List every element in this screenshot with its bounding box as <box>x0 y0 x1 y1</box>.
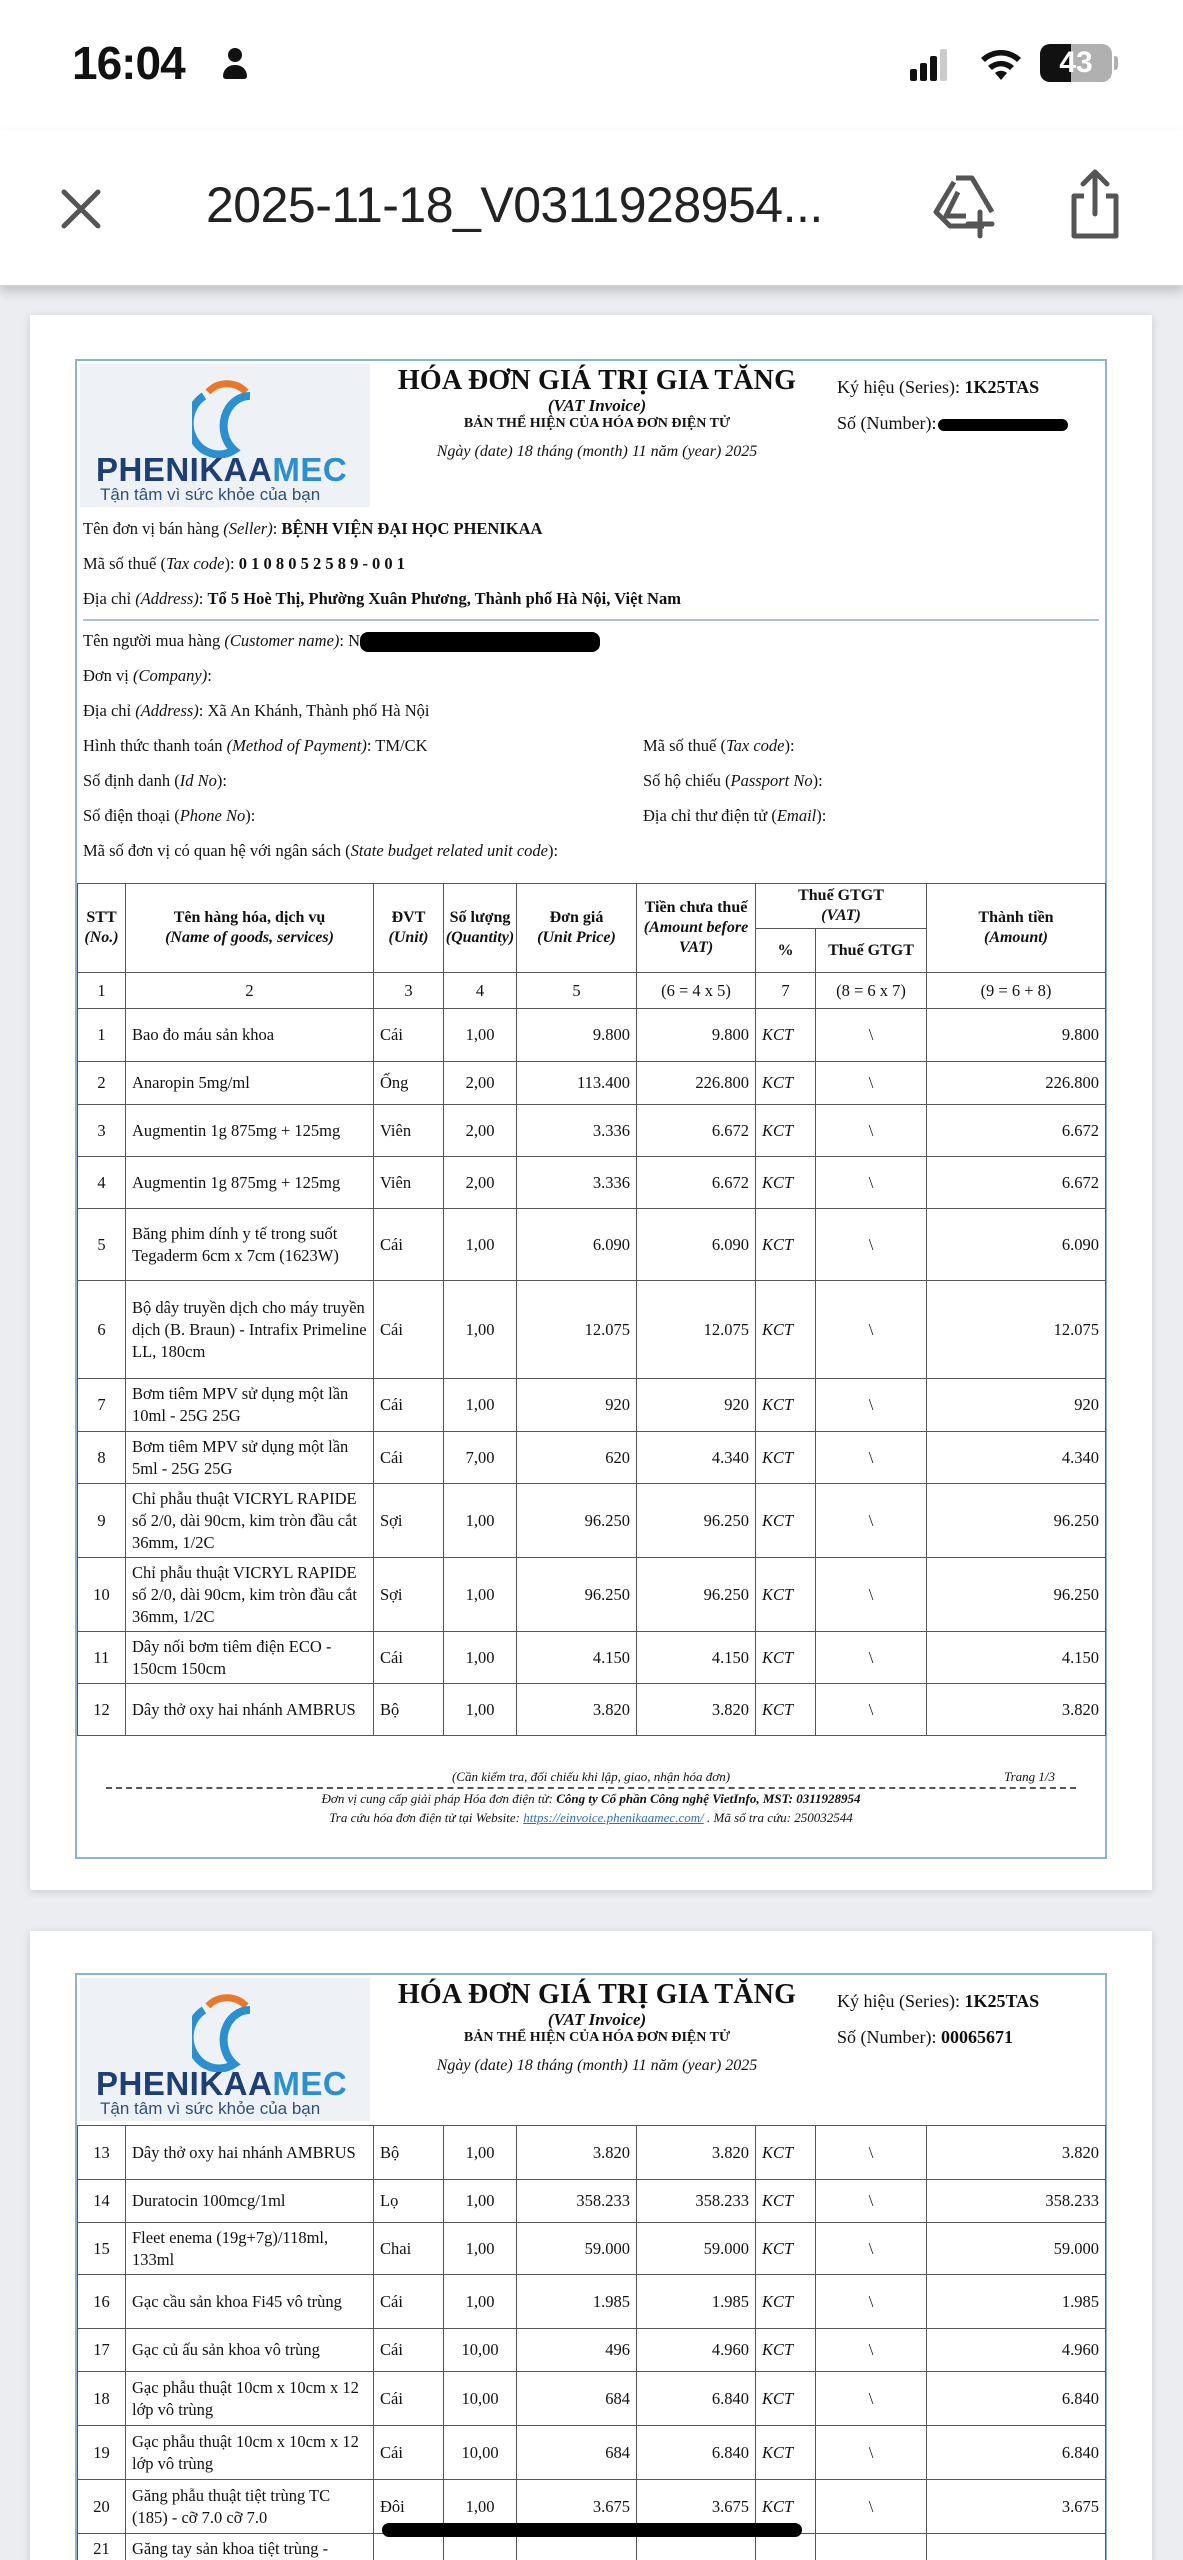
invoice-date: Ngày (date) 18 tháng (month) 11 năm (year) 2025 <box>436 2057 758 2074</box>
cell-before: 4.150 <box>637 1632 756 1684</box>
cell-no: 21 <box>78 2534 126 2560</box>
cell-vat: \ <box>816 1432 927 1484</box>
table-row <box>78 1009 1106 1062</box>
cell-pct: KCT <box>756 2126 816 2180</box>
number-label: Số (Number): <box>837 413 937 433</box>
cell-unit: Bộ <box>374 2126 444 2180</box>
lookup-link[interactable]: https://einvoice.phenikaamec.com/ <box>523 1810 704 1825</box>
cell-name: Augmentin 1g 875mg + 125mg <box>126 1105 374 1157</box>
table-row <box>78 2126 1106 2180</box>
table-row <box>78 1379 1106 1432</box>
invoice-title-block <box>377 365 817 461</box>
col-name: Tên hàng hóa, dịch vụ (Name of goods, services) <box>126 884 374 973</box>
cell-amount: 3.675 <box>927 2480 1106 2534</box>
cell-pct: KCT <box>756 1684 816 1736</box>
battery-icon <box>1040 44 1112 82</box>
cell-qty: 1,00 <box>444 1484 517 1558</box>
cell-pct: KCT <box>756 2180 816 2223</box>
cell-before: 59.000 <box>637 2223 756 2275</box>
cell-amount: 6.840 <box>927 2372 1106 2426</box>
cell-unit: Cái <box>374 2372 444 2426</box>
table-row <box>78 1558 1106 1632</box>
series-value: 1K25TAS <box>964 1991 1040 2011</box>
cell-unit: Cái <box>374 2275 444 2329</box>
cell-qty: 1,00 <box>444 1281 517 1379</box>
table-row <box>78 2534 1106 2560</box>
person-icon <box>222 48 248 80</box>
cell-pct: KCT <box>756 1009 816 1062</box>
cell-price: 1.985 <box>517 2275 637 2329</box>
table-row <box>78 1632 1106 1684</box>
cell-vat: \ <box>816 2275 927 2329</box>
cell-price: 96.250 <box>517 1484 637 1558</box>
cell-unit: Cái <box>374 1009 444 1062</box>
cell-amount: 4.960 <box>927 2329 1106 2372</box>
col-amount: Thành tiền (Amount) <box>927 884 1106 973</box>
cell-unit: Bộ <box>374 1684 444 1736</box>
table-row <box>78 2426 1106 2480</box>
table-row <box>78 2372 1106 2426</box>
table-row <box>78 1484 1106 1558</box>
cell-price: 620 <box>517 1432 637 1484</box>
cell-vat: \ <box>816 1009 927 1062</box>
cell-vat: \ <box>816 1632 927 1684</box>
share-icon[interactable] <box>1070 168 1120 240</box>
seller-name-row: Tên đơn vị bán hàng (Seller): BỆNH VIỆN ĐẠI HỌC PHENIKAA <box>83 519 543 538</box>
cell-amount: 96.250 <box>927 1484 1106 1558</box>
table-row <box>78 2275 1106 2329</box>
cell-amount: 920 <box>927 1379 1106 1432</box>
invoice-subtitle-2: BẢN THỂ HIỆN CỦA HÓA ĐƠN ĐIỆN TỬ <box>463 416 731 431</box>
cell-amount <box>927 2534 1106 2560</box>
cell-no: 13 <box>78 2126 126 2180</box>
cell-qty: 1,00 <box>444 2275 517 2329</box>
battery-level: 43 <box>1059 46 1093 79</box>
cell-name: Bộ dây truyền dịch cho máy truyền dịch (B. Braun) - Intrafix Primeline LL, 180cm <box>126 1281 374 1379</box>
cell-vat: \ <box>816 1379 927 1432</box>
col-price: Đơn giá (Unit Price) <box>517 884 637 973</box>
cell-amount: 3.820 <box>927 1684 1106 1736</box>
cell-no: 1 <box>78 1009 126 1062</box>
cell-qty: 2,00 <box>444 1062 517 1105</box>
items-body-page-2 <box>78 2126 1106 2560</box>
redacted-number <box>938 419 1068 431</box>
cell-unit: Cái <box>374 1432 444 1484</box>
col-before-vat: Tiền chưa thuế (Amount before VAT) <box>637 884 756 973</box>
cellular-signal-icon <box>910 49 958 81</box>
table-row <box>78 1105 1106 1157</box>
cell-vat: \ <box>816 2480 927 2534</box>
table-row <box>78 1157 1106 1209</box>
cell-price: 9.800 <box>517 1009 637 1062</box>
document-title: 2025-11-18_V0311928954... <box>206 177 823 233</box>
invoice-title: HÓA ĐƠN GIÁ TRỊ GIA TĂNG <box>397 365 797 396</box>
cell-price: 684 <box>517 2426 637 2480</box>
payment-row: Hình thức thanh toán (Method of Payment): TM/CK Mã số thuế (Tax code): <box>83 728 1099 763</box>
cell-pct: KCT <box>756 1209 816 1281</box>
cell-amount: 6.090 <box>927 1209 1106 1281</box>
cell-no: 4 <box>78 1157 126 1209</box>
invoice-date: Ngày (date) 18 tháng (month) 11 năm (year) 2025 <box>436 443 758 460</box>
phone-row: Số điện thoại (Phone No): Địa chỉ thư điện tử (Email): <box>83 798 1099 833</box>
cell-vat: \ <box>816 2426 927 2480</box>
cell-no: 2 <box>78 1062 126 1105</box>
logo-ring-icon <box>192 1984 262 2072</box>
cell-amount: 358.233 <box>927 2180 1106 2223</box>
cell-name: Fleet enema (19g+7g)/118ml, 133ml <box>126 2223 374 2275</box>
status-bar <box>0 0 1183 130</box>
cell-pct: KCT <box>756 2426 816 2480</box>
table-row <box>78 1281 1106 1379</box>
cell-amount: 226.800 <box>927 1062 1106 1105</box>
budget-row: Mã số đơn vị có quan hệ với ngân sách (State budget related unit code): <box>83 841 559 860</box>
add-to-drive-icon[interactable] <box>930 172 998 240</box>
table-row <box>78 1062 1106 1105</box>
invoice-title-block-2 <box>377 1979 817 2075</box>
invoice-header <box>77 361 1105 511</box>
table-row <box>78 1209 1106 1281</box>
items-body-page-1 <box>78 1009 1106 1736</box>
table-row <box>78 1684 1106 1736</box>
cell-no: 7 <box>78 1379 126 1432</box>
seller-tax-row: Mã số thuế (Tax code): 0 1 0 8 0 5 2 5 8 9 - 0 0 1 <box>83 554 406 573</box>
cell-amount: 3.820 <box>927 2126 1106 2180</box>
table-row <box>78 2329 1106 2372</box>
cell-before: 6.090 <box>637 1209 756 1281</box>
cell-qty: 7,00 <box>444 1432 517 1484</box>
cell-unit: Cái <box>374 1209 444 1281</box>
col-vat-pct: % <box>756 929 816 973</box>
cell-unit: Cái <box>374 1379 444 1432</box>
cell-name: Duratocin 100mcg/1ml <box>126 2180 374 2223</box>
series-label: Ký hiệu (Series): <box>837 1991 965 2011</box>
cell-amount: 4.150 <box>927 1632 1106 1684</box>
buyer-address-row: Địa chỉ (Address): Xã An Khánh, Thành phố Hà Nội <box>83 701 430 720</box>
cell-unit: Viên <box>374 1157 444 1209</box>
cell-amount: 12.075 <box>927 1281 1106 1379</box>
cell-vat: \ <box>816 2223 927 2275</box>
cell-no: 12 <box>78 1684 126 1736</box>
cell-qty: 2,00 <box>444 1105 517 1157</box>
cell-vat: \ <box>816 1684 927 1736</box>
invoice-meta-2 <box>837 1983 1039 2055</box>
cell-before: 6.672 <box>637 1105 756 1157</box>
number-value: 00065671 <box>940 2027 1013 2047</box>
cell-name: Găng tay sản khoa tiệt trùng - <box>126 2534 374 2560</box>
cell-before: 4.340 <box>637 1432 756 1484</box>
cell-price: 3.675 <box>517 2480 637 2534</box>
invoice-subtitle: (VAT Invoice) <box>547 396 647 415</box>
cell-no: 11 <box>78 1632 126 1684</box>
cell-qty: 1,00 <box>444 1209 517 1281</box>
cell-unit: Sợi <box>374 1484 444 1558</box>
cell-before: 3.675 <box>637 2480 756 2534</box>
cell-qty: 10,00 <box>444 2426 517 2480</box>
cell-name: Bơm tiêm MPV sử dụng một lần 5ml - 25G 25G <box>126 1432 374 1484</box>
cell-amount: 1.985 <box>927 2275 1106 2329</box>
invoice-subtitle-2: BẢN THỂ HIỆN CỦA HÓA ĐƠN ĐIỆN TỬ <box>463 2030 731 2045</box>
logo-ring-icon <box>192 370 262 458</box>
cell-unit: Cái <box>374 2426 444 2480</box>
cell-qty: 1,00 <box>444 1009 517 1062</box>
cell-price: 113.400 <box>517 1062 637 1105</box>
cell-no: 14 <box>78 2180 126 2223</box>
cell-before: 96.250 <box>637 1558 756 1632</box>
col-unit: ĐVT (Unit) <box>374 884 444 973</box>
cell-before: 6.672 <box>637 1157 756 1209</box>
cell-unit: Cái <box>374 1281 444 1379</box>
cell-pct: KCT <box>756 2275 816 2329</box>
cell-vat: \ <box>816 2180 927 2223</box>
cell-vat: \ <box>816 1209 927 1281</box>
cell-price: 96.250 <box>517 1558 637 1632</box>
invoice-subtitle: (VAT Invoice) <box>547 2010 647 2029</box>
cell-name: Găng phẫu thuật tiệt trùng TC (185) - cỡ 7.0 cỡ 7.0 <box>126 2480 374 2534</box>
cell-before: 4.960 <box>637 2329 756 2372</box>
buyer-tax-field: Mã số thuế (Tax code): <box>643 736 795 755</box>
cell-vat: \ <box>816 1105 927 1157</box>
id-row: Số định danh (Id No): Số hộ chiếu (Passport No): <box>83 763 1099 798</box>
cell-qty: 1,00 <box>444 2126 517 2180</box>
invoice-header-2 <box>77 1975 1105 2125</box>
cell-amount: 6.672 <box>927 1157 1106 1209</box>
cell-pct: KCT <box>756 2329 816 2372</box>
table-row <box>78 2180 1106 2223</box>
cell-vat: \ <box>816 2329 927 2372</box>
customer-row: Tên người mua hàng (Customer name): N <box>83 623 1099 658</box>
cell-vat: \ <box>816 2372 927 2426</box>
cell-unit: Cái <box>374 1632 444 1684</box>
close-icon[interactable] <box>52 180 110 238</box>
cell-amount: 6.840 <box>927 2426 1106 2480</box>
pdf-page-1 <box>30 315 1152 1890</box>
cell-price: 12.075 <box>517 1281 637 1379</box>
redacted-customer-name <box>360 632 600 652</box>
number-label: Số (Number): <box>837 2027 937 2047</box>
col-vat: Thuế GTGT (VAT) <box>756 884 927 929</box>
cell-name: Gạc phẫu thuật 10cm x 10cm x 12 lớp vô trùng <box>126 2426 374 2480</box>
cell-vat <box>816 2534 927 2560</box>
cell-name: Dây thở oxy hai nhánh AMBRUS <box>126 1684 374 1736</box>
cell-unit: Đôi <box>374 2480 444 2534</box>
cell-before: 6.840 <box>637 2372 756 2426</box>
cell-amount: 9.800 <box>927 1009 1106 1062</box>
cell-vat: \ <box>816 1558 927 1632</box>
cell-name: Gạc củ ấu sản khoa vô trùng <box>126 2329 374 2372</box>
cell-pct: KCT <box>756 1558 816 1632</box>
company-logo <box>80 364 370 507</box>
cell-vat: \ <box>816 1062 927 1105</box>
cell-unit: Lọ <box>374 2180 444 2223</box>
redaction-bar <box>382 2523 802 2537</box>
cell-qty: 2,00 <box>444 1157 517 1209</box>
items-table: STT (No.) Tên hàng hóa, dịch vụ (Name of goods, services) ĐVT (Unit) Số lượng (Quantity) Đơn giá (Unit Price) Tiền chưa thuế (Amount before VAT) Thuế GTGT (VAT) Thành tiền (Amount) % Thuế GTGT 1 2 3 4 5 (6 = 4 x 5) 7 (8 = 6 x 7) (9 = 6 + 8) 1 Bao đo máu sản khoa Cái 1,00 9.800 9.800 KCT \ 9.800 2 Anaropin 5mg/ml Ống 2,00 113.400 226.800 KCT \ 226.800 3 Augmentin 1g 875mg + 125mg Viên 2,00 3.336 6.672 KCT \ 6.672 4 Augmentin 1g 875mg + 125mg Viên 2,00 3.336 6.672 KCT \ 6.672 5 Băng phim dính y tế trong suốt Tegaderm 6cm x 7cm (1623W) Cái 1,00 6.090 6.090 KCT \ 6.090 6 Bộ dây truyền dịch cho máy truyền dịch (B. Braun) - Intrafix Primeline LL, 180cm Cái 1,00 12.075 12.075 KCT \ 12.075 7 Bơm tiêm MPV sử dụng một lần 10ml - 25G 25G Cái 1,00 920 920 KCT \ 920 8 Bơm tiêm MPV sử dụng một lần 5ml - 25G 25G Cái 7,00 620 4.340 KCT \ 4.340 9 Chỉ phẫu thuật VICRYL RAPIDE số 2/0, dài 90cm, kim tròn đầu cắt 36mm, 1/2C Sợi 1,00 96.250 96.250 KCT \ 96.250 10 Chỉ phẫu thuật VICRYL RAPIDE số 2/0, dài 90cm, kim tròn đầu cắt 36mm, 1/2C Sợi 1,00 96.250 96.250 KCT \ 96.250 11 Dây nối bơm tiêm điện ECO - 150cm 150cm Cái 1,00 4.150 4.150 KCT \ 4.150 12 Dây thở oxy hai nhánh AMBRUS Bộ 1,00 3.820 3.820 KCT \ 3.820 <box>77 883 1106 1736</box>
table-row <box>78 1432 1106 1484</box>
cell-unit: Viên <box>374 1105 444 1157</box>
cell-name: Bơm tiêm MPV sử dụng một lần 10ml - 25G 25G <box>126 1379 374 1432</box>
invoice-title: HÓA ĐƠN GIÁ TRỊ GIA TĂNG <box>397 1979 797 2010</box>
cell-pct: KCT <box>756 1062 816 1105</box>
cell-pct: KCT <box>756 2372 816 2426</box>
cell-price: 6.090 <box>517 1209 637 1281</box>
cell-name: Gạc phẫu thuật 10cm x 10cm x 12 lớp vô trùng <box>126 2372 374 2426</box>
cell-pct <box>756 2534 816 2560</box>
cell-price: 358.233 <box>517 2180 637 2223</box>
cell-no: 8 <box>78 1432 126 1484</box>
cell-vat: \ <box>816 1484 927 1558</box>
cell-no: 10 <box>78 1558 126 1632</box>
footer-note: (Cần kiểm tra, đối chiếu khi lập, giao, nhận hóa đơn) <box>451 1769 731 1784</box>
cell-no: 17 <box>78 2329 126 2372</box>
cell-unit: Sợi <box>374 1558 444 1632</box>
cell-name: Augmentin 1g 875mg + 125mg <box>126 1157 374 1209</box>
cell-vat: \ <box>816 1281 927 1379</box>
cell-price: 920 <box>517 1379 637 1432</box>
cell-pct: KCT <box>756 1157 816 1209</box>
cell-unit: Cái <box>374 2329 444 2372</box>
cell-qty: 10,00 <box>444 2329 517 2372</box>
cell-pct: KCT <box>756 1379 816 1432</box>
items-table-2 <box>77 2125 1106 2560</box>
cell-price <box>517 2534 637 2560</box>
cell-qty: 1,00 <box>444 1379 517 1432</box>
lookup-line: Tra cứu hóa đơn điện tử tại Website: https://einvoice.phenikaamec.com/ . Mã số tra cứu: 250032544 <box>329 1810 853 1825</box>
cell-before: 12.075 <box>637 1281 756 1379</box>
cell-no: 18 <box>78 2372 126 2426</box>
cell-unit: Ống <box>374 1062 444 1105</box>
cell-name: Dây thở oxy hai nhánh AMBRUS <box>126 2126 374 2180</box>
cell-no: 5 <box>78 1209 126 1281</box>
cell-pct: KCT <box>756 1281 816 1379</box>
table-row <box>78 2223 1106 2275</box>
cell-price: 684 <box>517 2372 637 2426</box>
page-number: Trang 1/3 <box>1004 1769 1055 1784</box>
cell-qty: 1,00 <box>444 1632 517 1684</box>
cell-before: 96.250 <box>637 1484 756 1558</box>
cell-price: 3.336 <box>517 1157 637 1209</box>
cell-no: 6 <box>78 1281 126 1379</box>
cell-price: 3.336 <box>517 1105 637 1157</box>
seller-address-row: Địa chỉ (Address): Tổ 5 Hoè Thị, Phường Xuân Phương, Thành phố Hà Nội, Việt Nam <box>83 589 681 608</box>
cell-vat: \ <box>816 1157 927 1209</box>
passport-field: Số hộ chiếu (Passport No): <box>643 771 823 790</box>
invoice-frame-2 <box>75 1973 1107 2560</box>
logo-brand: PHENIKAAMEC <box>96 451 348 488</box>
cell-before: 9.800 <box>637 1009 756 1062</box>
cell-name: Bao đo máu sản khoa <box>126 1009 374 1062</box>
divider <box>83 619 1099 621</box>
cell-unit: Chai <box>374 2223 444 2275</box>
cell-qty: 1,00 <box>444 2480 517 2534</box>
cell-before: 226.800 <box>637 1062 756 1105</box>
cell-before: 6.840 <box>637 2426 756 2480</box>
cell-qty: 1,00 <box>444 1558 517 1632</box>
cell-amount: 4.340 <box>927 1432 1106 1484</box>
provider-line: Đơn vị cung cấp giải pháp Hóa đơn điện tử: Công ty Cổ phần Công nghệ VietInfo, MST: 0311928954 <box>321 1791 861 1806</box>
pdf-viewer[interactable] <box>0 286 1183 2560</box>
cell-qty: 1,00 <box>444 2223 517 2275</box>
cell-pct: KCT <box>756 1432 816 1484</box>
col-vat-amount: Thuế GTGT <box>816 929 927 973</box>
cell-price: 3.820 <box>517 2126 637 2180</box>
company-logo-2 <box>80 1978 370 2121</box>
cell-before: 3.820 <box>637 1684 756 1736</box>
cell-unit <box>374 2534 444 2560</box>
cell-amount: 6.672 <box>927 1105 1106 1157</box>
invoice-frame <box>75 359 1107 1859</box>
cell-qty: 1,00 <box>444 1684 517 1736</box>
cell-no: 16 <box>78 2275 126 2329</box>
cell-before <box>637 2534 756 2560</box>
cell-no: 20 <box>78 2480 126 2534</box>
cell-no: 15 <box>78 2223 126 2275</box>
seller-info <box>77 511 1105 868</box>
wifi-icon <box>978 44 1024 82</box>
cell-name: Gạc cầu sản khoa Fi45 vô trùng <box>126 2275 374 2329</box>
cell-no: 9 <box>78 1484 126 1558</box>
cell-price: 4.150 <box>517 1632 637 1684</box>
cell-qty <box>444 2534 517 2560</box>
cell-pct: KCT <box>756 1105 816 1157</box>
cell-before: 1.985 <box>637 2275 756 2329</box>
company-row: Đơn vị (Company): <box>83 666 212 685</box>
invoice-footer <box>77 1767 1105 1827</box>
cell-pct: KCT <box>756 2480 816 2534</box>
series-label: Ký hiệu (Series): <box>837 377 965 397</box>
logo-brand: PHENIKAAMEC <box>96 2065 348 2102</box>
col-qty: Số lượng (Quantity) <box>444 884 517 973</box>
cell-pct: KCT <box>756 2223 816 2275</box>
cell-name: Anaropin 5mg/ml <box>126 1062 374 1105</box>
series-value: 1K25TAS <box>964 377 1040 397</box>
cell-qty: 10,00 <box>444 2372 517 2426</box>
invoice-meta <box>837 369 1068 441</box>
logo-tagline: Tận tâm vì sức khỏe của bạn <box>100 2099 321 2118</box>
cell-pct: KCT <box>756 1484 816 1558</box>
cell-price: 3.820 <box>517 1684 637 1736</box>
cell-amount: 96.250 <box>927 1558 1106 1632</box>
cell-no: 19 <box>78 2426 126 2480</box>
clock: 16:04 <box>72 37 185 89</box>
viewer-toolbar <box>0 130 1183 286</box>
cell-before: 3.820 <box>637 2126 756 2180</box>
cell-no: 3 <box>78 1105 126 1157</box>
cell-qty: 1,00 <box>444 2180 517 2223</box>
pdf-page-2 <box>30 1931 1152 2560</box>
cell-price: 496 <box>517 2329 637 2372</box>
logo-tagline: Tận tâm vì sức khỏe của bạn <box>100 485 321 504</box>
col-stt: STT (No.) <box>78 884 126 973</box>
cell-before: 920 <box>637 1379 756 1432</box>
cell-pct: KCT <box>756 1632 816 1684</box>
cell-amount: 59.000 <box>927 2223 1106 2275</box>
cell-name: Băng phim dính y tế trong suốt Tegaderm 6cm x 7cm (1623W) <box>126 1209 374 1281</box>
cell-price: 59.000 <box>517 2223 637 2275</box>
cell-before: 358.233 <box>637 2180 756 2223</box>
cell-vat: \ <box>816 2126 927 2180</box>
cell-name: Chỉ phẫu thuật VICRYL RAPIDE số 2/0, dài 90cm, kim tròn đầu cắt 36mm, 1/2C <box>126 1558 374 1632</box>
email-field: Địa chỉ thư điện tử (Email): <box>643 806 827 825</box>
cell-name: Chỉ phẫu thuật VICRYL RAPIDE số 2/0, dài 90cm, kim tròn đầu cắt 36mm, 1/2C <box>126 1484 374 1558</box>
cell-name: Dây nối bơm tiêm điện ECO - 150cm 150cm <box>126 1632 374 1684</box>
battery-tip <box>1114 56 1118 70</box>
